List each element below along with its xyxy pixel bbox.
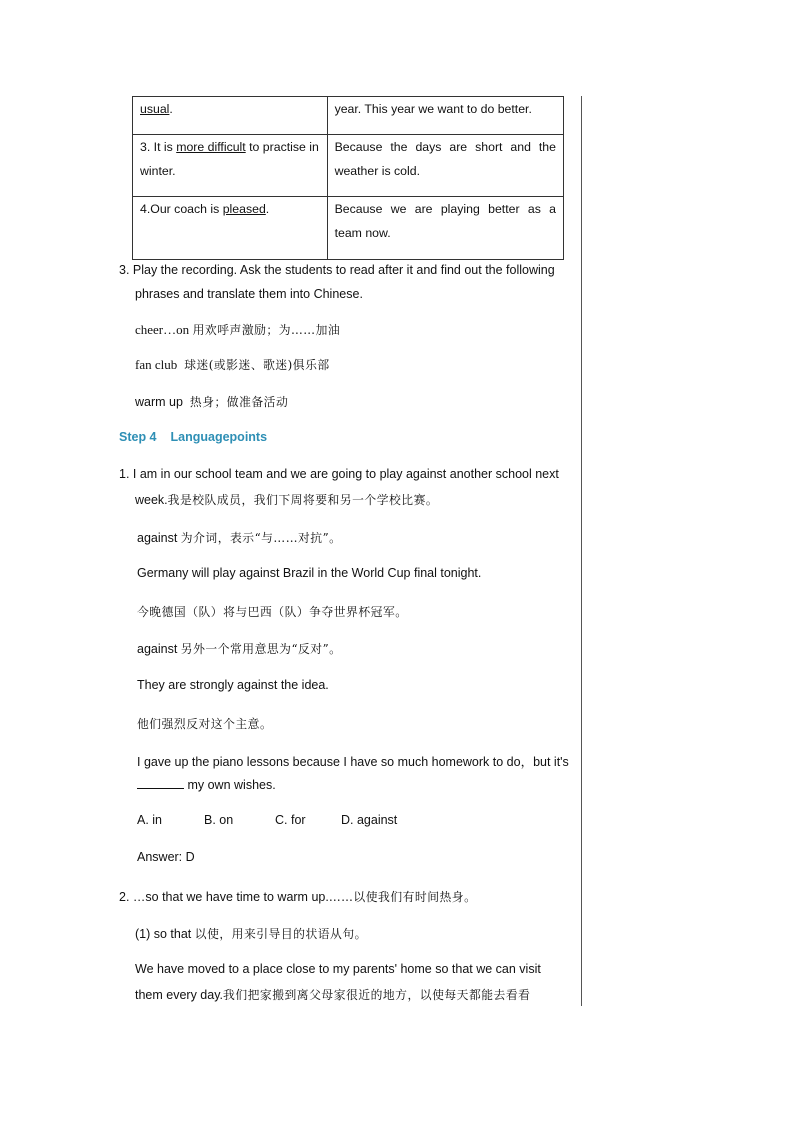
option-a: A. in: [137, 813, 163, 827]
underlined-phrase: more difficult: [176, 140, 246, 154]
underlined-phrase: usual: [140, 102, 170, 116]
note-line: [137, 529, 341, 546]
step-label: Step 4: [119, 430, 157, 444]
phrase-en: cheer…on: [135, 322, 190, 337]
phrase-en: warm up: [135, 395, 183, 409]
example-sentence: [135, 986, 530, 1003]
text-zh: 我们把家搬到离父母家很近的地方，以使每天都能去看看: [223, 988, 531, 1002]
table-row: [133, 135, 564, 197]
table-row: [133, 197, 564, 260]
page-border-line: [581, 96, 582, 1006]
text-en: 2. …so that we have time to warm up.: [119, 890, 329, 904]
cell-text: .: [265, 202, 270, 216]
exercise-options: [137, 813, 397, 827]
example-sentence: They are strongly against the idea.: [137, 678, 329, 692]
table-cell: Because we are playing better as a team now.: [327, 197, 563, 260]
point-line: [135, 491, 438, 508]
phrase-en: fan club: [135, 357, 178, 372]
cell-text: .: [169, 102, 173, 116]
step-heading: [119, 430, 267, 444]
table-cell: year. This year we want to do better.: [327, 97, 563, 135]
text-zh: 以使，用来引导目的状语从句。: [194, 927, 367, 941]
text-en: against: [137, 531, 178, 545]
example-translation: 他们强烈反对这个主意。: [137, 717, 273, 731]
option-c: C. for: [275, 813, 306, 827]
cell-text: 3. It is: [140, 140, 177, 154]
text-en: them every day.: [135, 988, 224, 1002]
instruction-line: 3. Play the recording. Ask the students to read after it and find out the following: [119, 263, 555, 277]
example-sentence: Germany will play against Brazil in the World Cup final tonight.: [137, 566, 482, 580]
exercise-question: [137, 776, 276, 792]
table-row: [133, 97, 564, 135]
answer-line: Answer: D: [137, 850, 195, 864]
phrase-zh: 球迷(或影迷、歌迷)俱乐部: [184, 358, 330, 372]
text-en: against: [137, 642, 178, 656]
cell-text: 4.Our coach is: [140, 202, 223, 216]
example-sentence: We have moved to a place close to my parents' home so that we can visit: [135, 962, 541, 976]
option-d: D. against: [341, 813, 398, 827]
table-cell: [133, 197, 328, 260]
cell-text: to practise in winter.: [140, 140, 319, 178]
text-zh: 我是校队成员，我们下周将要和另一个学校比赛。: [167, 493, 439, 507]
step-title: Languagepoints: [170, 430, 268, 444]
underlined-phrase: pleased: [222, 202, 266, 216]
example-translation: 今晚德国（队）将与巴西（队）争夺世界杯冠军。: [137, 605, 408, 619]
phrase-item: [135, 393, 288, 410]
text-zh: 另外一个常用意思为“反对”。: [180, 642, 342, 656]
table-cell: [133, 97, 328, 135]
text-en: (1) so that: [135, 927, 192, 941]
phrase-item: [135, 321, 340, 338]
phrase-zh: 用欢呼声激励；为……加油: [192, 323, 341, 337]
text-en: my own wishes.: [184, 778, 276, 792]
exercise-question: I gave up the piano lessons because I have so much homework to do，but it's: [137, 755, 569, 769]
table-cell: Because the days are short and the weather is cold.: [327, 135, 563, 197]
example-table: [132, 96, 564, 260]
phrase-item: [135, 356, 330, 373]
table-cell: [133, 135, 328, 197]
point-line: [119, 888, 476, 905]
sub-point-line: [135, 925, 367, 942]
option-b: B. on: [204, 813, 234, 827]
text-zh: 为介词，表示“与……对抗”。: [180, 531, 342, 545]
text-en: week.: [135, 493, 168, 507]
instruction-line: phrases and translate them into Chinese.: [135, 287, 363, 301]
point-line: 1. I am in our school team and we are going to play against another school next: [119, 467, 559, 481]
answer-blank: [137, 776, 184, 789]
text-zh: ……以使我们有时间热身。: [328, 890, 477, 904]
note-line: [137, 640, 341, 657]
phrase-zh: 热身；做准备活动: [189, 395, 289, 409]
